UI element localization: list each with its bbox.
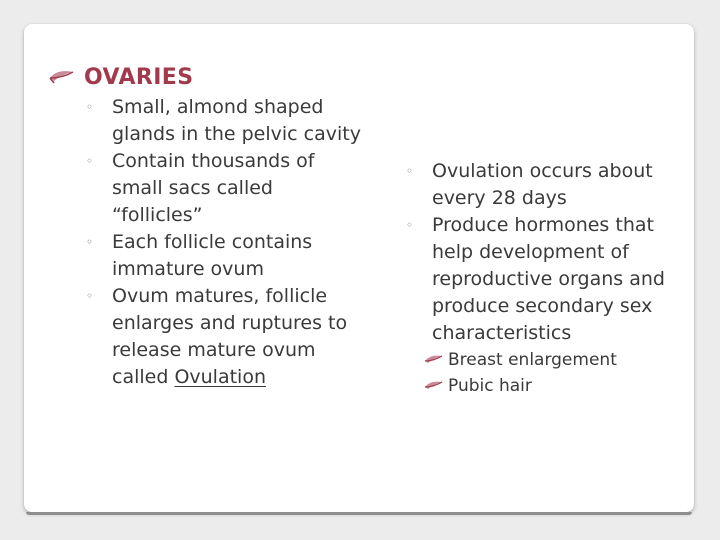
list-item: [86, 148, 366, 229]
list-item: [86, 283, 366, 391]
sub-bullet-text: Pubic hair: [448, 376, 532, 396]
list-item: [406, 212, 696, 347]
left-bullet-column: [86, 94, 366, 391]
sub-list-item: [424, 373, 696, 399]
slide-title: OVARIES: [84, 64, 194, 90]
ring-bullet-icon: ◦: [86, 154, 94, 168]
bullet-text: Ovulation occurs about every 28 days: [432, 160, 653, 209]
leaf-arrow-icon: [424, 379, 448, 393]
ring-bullet-icon: ◦: [86, 100, 94, 114]
leaf-arrow-icon: [48, 67, 84, 87]
sub-list-item: [424, 347, 696, 373]
leaf-arrow-icon: [424, 353, 448, 367]
slide-heading-row: [48, 62, 193, 92]
list-item: [86, 229, 366, 283]
bullet-text: Contain thousands of small sacs called “follicles”: [112, 150, 315, 226]
ring-bullet-icon: ◦: [406, 218, 414, 232]
sub-bullet-text: Breast enlargement: [448, 350, 617, 370]
bullet-text: Small, almond shaped glands in the pelvic cavity: [112, 96, 361, 145]
bullet-text: Each follicle contains immature ovum: [112, 231, 313, 280]
bullet-text: Produce hormones that help development of reproductive organs and produce secondary sex characteristics: [432, 214, 665, 344]
bullet-text: Ovum matures, follicle enlarges and ruptures to release mature ovum called: [112, 285, 348, 388]
bullet-text-ovulation: [112, 283, 366, 391]
ring-bullet-icon: ◦: [86, 289, 94, 303]
right-bullet-column: [406, 158, 696, 399]
list-item: [86, 94, 366, 148]
ring-bullet-icon: ◦: [86, 235, 94, 249]
ovulation-term: Ovulation: [174, 366, 266, 388]
ring-bullet-icon: ◦: [406, 164, 414, 178]
list-item: [406, 158, 696, 212]
sub-bullet-list: [424, 347, 696, 399]
